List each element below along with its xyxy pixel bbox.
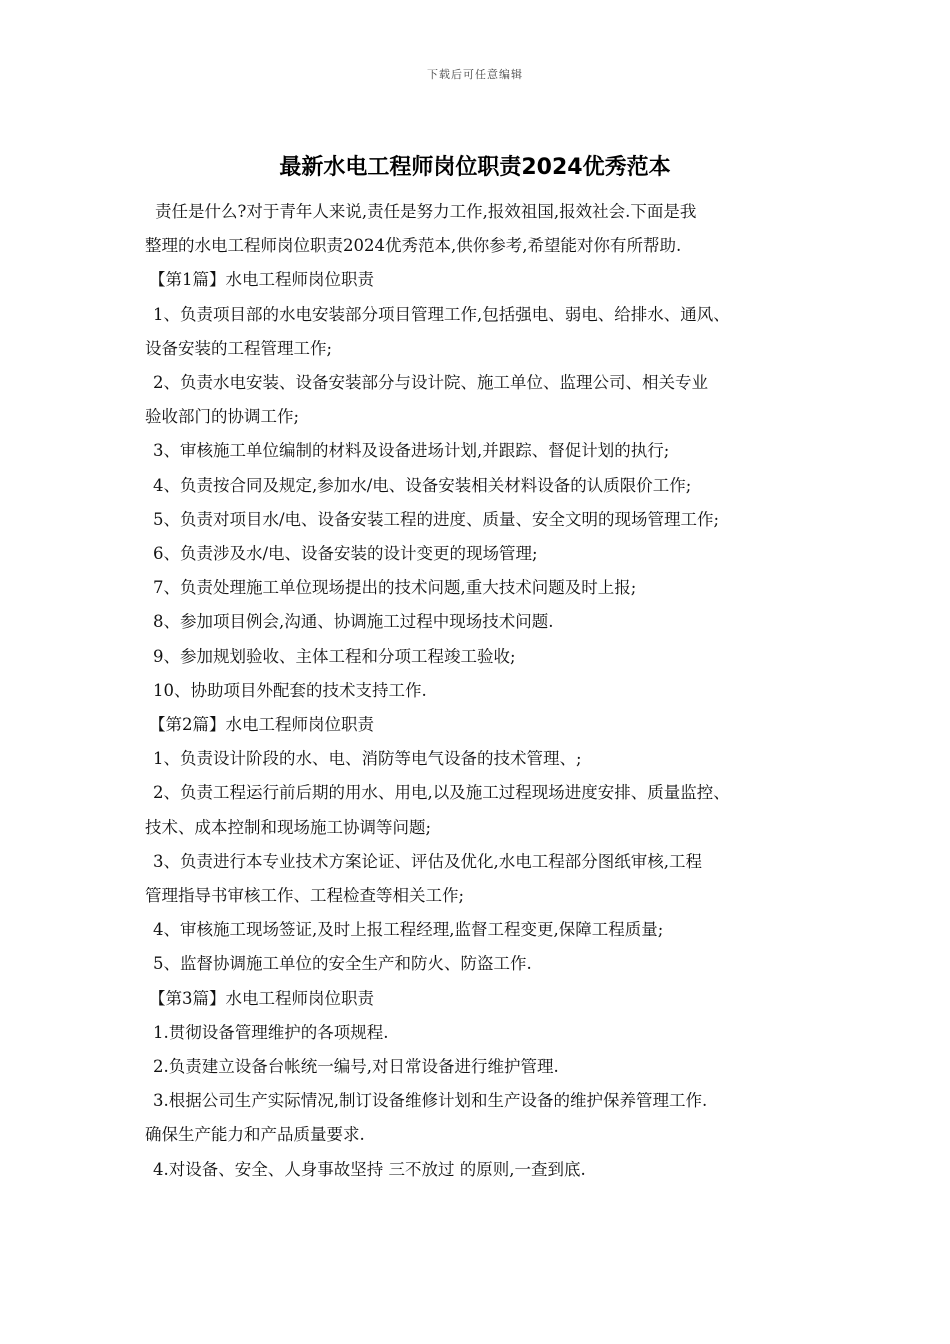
text-line: 【第2篇】水电工程师岗位职责: [149, 715, 374, 735]
text-line: 责任是什么?对于青年人来说,责任是努力工作,报效祖国,报效社会.下面是我: [155, 202, 697, 221]
text-line: 技术、成本控制和现场施工协调等问题;: [145, 817, 432, 837]
text-line: 6、负责涉及水/电、设备安装的设计变更的现场管理;: [153, 544, 538, 564]
text-line: 4、负责按合同及规定,参加水/电、设备安装相关材料设备的认质限价工作;: [153, 475, 692, 495]
text-line: 3、负责进行本专业技术方案论证、评估及优化,水电工程部分图纸审核,工程: [153, 851, 702, 871]
text-line: 2、负责工程运行前后期的用水、用电,以及施工过程现场进度安排、质量监控、: [153, 783, 730, 803]
text-line: 2.负责建立设备台帐统一编号,对日常设备进行维护管理.: [153, 1057, 559, 1077]
text-line: 确保生产能力和产品质量要求.: [145, 1125, 365, 1145]
text-line: 【第1篇】水电工程师岗位职责: [149, 270, 374, 290]
text-line: 1、负责设计阶段的水、电、消防等电气设备的技术管理、;: [153, 749, 582, 769]
text-line: 10、协助项目外配套的技术支持工作.: [153, 680, 427, 700]
header-note: 下载后可任意编辑: [427, 68, 523, 81]
text-line: 9、参加规划验收、主体工程和分项工程竣工验收;: [153, 646, 516, 666]
text-line: 【第3篇】水电工程师岗位职责: [149, 988, 374, 1008]
text-line: 5、监督协调施工单位的安全生产和防火、防盗工作.: [153, 954, 532, 974]
document-title: 最新水电工程师岗位职责2024优秀范本: [279, 155, 671, 180]
text-line: 管理指导书审核工作、工程检查等相关工作;: [145, 886, 465, 906]
text-line: 3、审核施工单位编制的材料及设备进场计划,并跟踪、督促计划的执行;: [153, 441, 670, 461]
text-line: 5、负责对项目水/电、设备安装工程的进度、质量、安全文明的现场管理工作;: [153, 509, 720, 529]
text-line: 整理的水电工程师岗位职责2024优秀范本,供你参考,希望能对你有所帮助.: [145, 236, 682, 256]
text-line: 1.贯彻设备管理维护的各项规程.: [153, 1022, 389, 1042]
text-line: 4、审核施工现场签证,及时上报工程经理,监督工程变更,保障工程质量;: [153, 920, 664, 940]
document-body: [145, 195, 825, 1187]
text-line: 1、负责项目部的水电安装部分项目管理工作,包括强电、弱电、给排水、通风、: [153, 304, 730, 324]
text-line: 3.根据公司生产实际情况,制订设备维修计划和生产设备的维护保养管理工作.: [153, 1091, 708, 1111]
text-line: 4.对设备、安全、人身事故坚持 三不放过 的原则,一查到底.: [153, 1159, 586, 1179]
text-line: 7、负责处理施工单位现场提出的技术问题,重大技术问题及时上报;: [153, 578, 637, 598]
text-line: 2、负责水电安装、设备安装部分与设计院、施工单位、监理公司、相关专业: [153, 373, 708, 393]
text-line: 验收部门的协调工作;: [145, 407, 300, 427]
text-line: 设备安装的工程管理工作;: [145, 338, 333, 358]
text-line: 8、参加项目例会,沟通、协调施工过程中现场技术问题.: [153, 612, 554, 632]
